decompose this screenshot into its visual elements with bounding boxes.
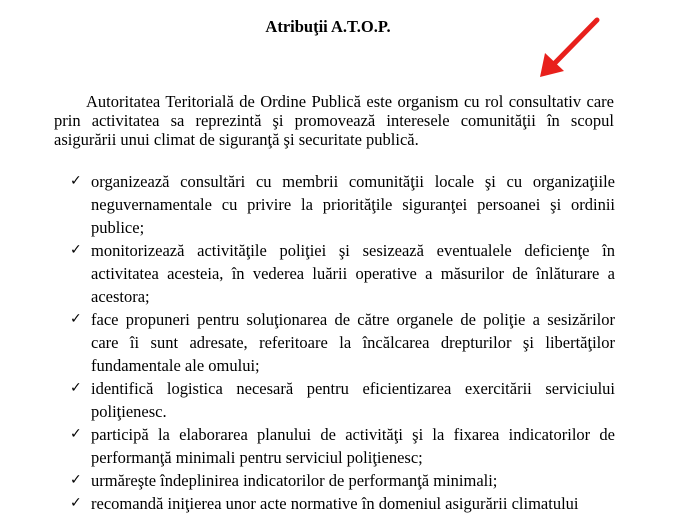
checkmark-icon: ✓ [70,311,82,327]
list-item-text: urmăreşte îndeplinirea indicatorilor de performanţă minimali; [91,471,498,490]
red-arrow-icon [535,15,605,81]
attributions-list [70,170,615,515]
checkmark-icon: ✓ [70,495,82,511]
checkmark-icon: ✓ [70,173,82,189]
checkmark-icon: ✓ [70,472,82,488]
document-title: Atribuţii A.T.O.P. [265,17,391,36]
checkmark-icon: ✓ [70,380,82,396]
list-item [70,239,615,308]
list-item-text: organizează consultări cu membrii comunităţii locale şi cu organizaţiile neguvernamentale cu privire la priorităţile siguranţei persoanei şi ordinii publice; [91,172,615,237]
intro-paragraph [54,92,614,149]
list-item-text: face propuneri pentru soluţionarea de către organele de poliţie a sesizărilor care îi sunt adresate, referitoare la încălcarea drepturilor şi libertăţilor fundamentale ale omului; [91,310,615,375]
list-item [70,469,615,492]
list-item [70,170,615,239]
list-item-text: participă la elaborarea planului de activităţi şi la fixarea indicatorilor de performanţă minimali pentru serviciul poliţienesc; [91,425,615,467]
list-item-text: monitorizează activităţile poliţiei şi sesizează eventualele deficienţe în activitatea acesteia, în vederea luării operative a măsurilor de înlăturare a acestora; [91,241,615,306]
list-item-text: identifică logistica necesară pentru eficientizarea exercitării serviciului poliţienesc. [91,379,615,421]
checkmark-icon: ✓ [70,426,82,442]
list-item [70,377,615,423]
checkmark-icon: ✓ [70,242,82,258]
list-item [70,492,615,515]
list-item-text: recomandă iniţierea unor acte normative în domeniul asigurării climatului [91,494,579,513]
list-item [70,423,615,469]
list-item [70,308,615,377]
intro-text: Autoritatea Teritorială de Ordine Publică este organism cu rol consultativ care prin activitatea sa reprezintă şi promovează interesele comunităţii în scopul asigurării unui climat de siguranţă şi securitate publică. [54,92,614,149]
